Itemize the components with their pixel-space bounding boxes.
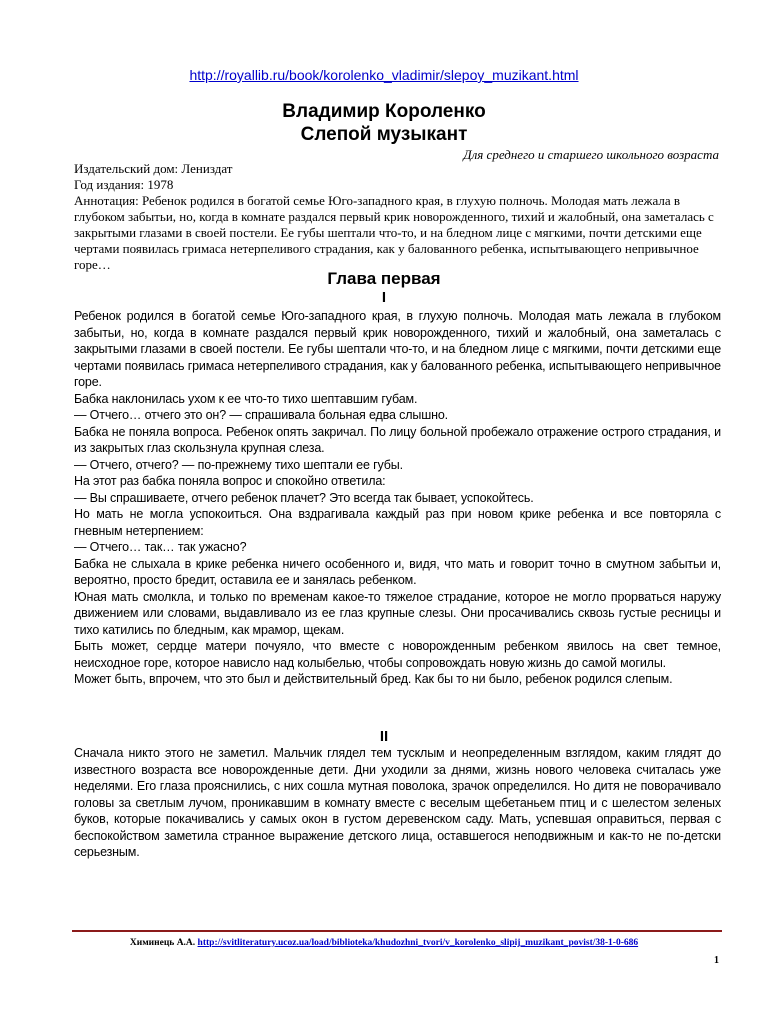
year-line: Год издания: 1978 — [74, 177, 174, 192]
book-title: Слепой музыкант — [300, 124, 468, 145]
source-url-link[interactable]: http://royallib.ru/book/korolenko_vladimir/slepoy_muzikant.html — [189, 67, 579, 83]
paragraph: Быть может, сердце матери почуяло, что вместе с новорожденным ребенком явилось на свет темное, неисходное горе, которое нависло над колыбелью, чтобы сопровождать новую жизнь до самой могилы. — [74, 639, 721, 670]
paragraph: Юная мать смолкла, и только по временам какое-то тяжелое страдание, которое не могло прорваться наружу движением или словами, выдавливало из ее глаз крупные слезы. Они просачивались сквозь густые ресницы и тихо катились по бледным, как мрамор, щекам. — [74, 589, 721, 637]
paragraph: Может быть, впрочем, что это был и действительный бред. Как бы то ни было, ребенок родился слепым. — [74, 672, 673, 686]
paragraph: — Отчего, отчего? — по-прежнему тихо шептали ее губы. — [74, 457, 403, 472]
author-name: Владимир Короленко — [282, 101, 486, 122]
paragraph: Но мать не могла успокоиться. Она вздрагивала каждый раз при новом крике ребенка и все повторяла с гневным нетерпением: — [74, 507, 721, 538]
paragraph: — Отчего… отчего это он? — спрашивала больная едва слышно. — [74, 408, 448, 422]
paragraph: — Вы спрашиваете, отчего ребенок плачет? Это всегда так бывает, успокойтесь. — [74, 490, 534, 505]
footer-author: Химинець А.А. — [129, 938, 196, 948]
paragraph: Бабка наклонилась ухом к ее что-то тихо шептавшим губам. — [74, 391, 418, 406]
paragraph: Бабка не слыхала в крике ребенка ничего особенного и, видя, что мать и говорит точно в смутном забытьи и, вероятно, просто бредит, оставила ее и занялась ребенком. — [74, 556, 721, 587]
paragraph: Сначала никто этого не заметил. Мальчик глядел тем тусклым и неопределенным взглядом, каким глядят до известного возраста все новорожденные дети. Дни уходили за днями, жизнь нового человека считалась уже неделями. Его глаза прояснились, с них сошла мутная поволока, зрачок определился. Но дитя не поворачивало головы за светлым лучом, проникавшим в комнату вместе с веселым щебетаньем птиц и с шелестом зеленых буков, которые покачивались у самых окон в густом деревенском саду. Мать, успевшая оправиться, первая с беспокойством заметила странное выражение детского лица, оставшегося неподвижным и как-то не по-детски серьезным. — [74, 746, 721, 859]
paragraph: Ребенок родился в богатой семье Юго-западного края, в глухую полночь. Молодая мать лежала в глубоком забытьи, но, когда в комнате раздался первый крик новорожденного, тихий и жалобный, она заметалась с закрытыми глазами в своей постели. Ее губы шептали что-то, и на бледном лице с мягкими, почти детскими еще чертами появилась гримаса нетерпеливого страдания, как у балованного ребенка, испытывающего непривычное горе. — [74, 309, 721, 389]
page-number: 1 — [714, 955, 719, 966]
paragraph: На этот раз бабка поняла вопрос и спокойно ответила: — [74, 474, 386, 488]
publisher-line: Издательский дом: Лениздат — [74, 161, 233, 176]
section-numeral-2: II — [379, 728, 389, 745]
paragraph: Бабка не поняла вопроса. Ребенок опять закричал. По лицу больной пробежало отражение острого страдания, и из закрытых глаз скользнула крупная слеза. — [74, 424, 721, 455]
annotation-text: Аннотация: Ребенок родился в богатой семье Юго-западного края, в глухую полночь. Молодая мать лежала в глубоком забытьи, но, когда в комнате раздался первый крик новорожденного, тихий и жалобный, она заметалась с закрытыми глазами в своей постели. Ее губы шептали что-то, и на бледном лице с мягкими, почти детскими еще чертами появилась гримаса нетерпеливого страдания, как у балованного ребенка, испытывающего непривычное горе… — [74, 193, 714, 272]
section-numeral-1: I — [381, 289, 387, 306]
paragraph: — Отчего… так… так ужасно? — [74, 540, 247, 554]
audience-note: Для среднего и старшего школьного возраста — [463, 147, 719, 162]
section-1-body — [74, 308, 721, 688]
footer-credit — [0, 938, 768, 948]
footer-source-link[interactable]: http://svitliteratury.ucoz.ua/load/biblioteka/khudozhni_tvori/v_korolenko_slipij_muzikant_povist/38-1-0-686 — [197, 938, 639, 948]
book-meta — [74, 161, 714, 273]
footer-divider — [72, 930, 722, 932]
section-2-body — [74, 745, 721, 861]
chapter-heading: Глава первая — [327, 269, 441, 288]
